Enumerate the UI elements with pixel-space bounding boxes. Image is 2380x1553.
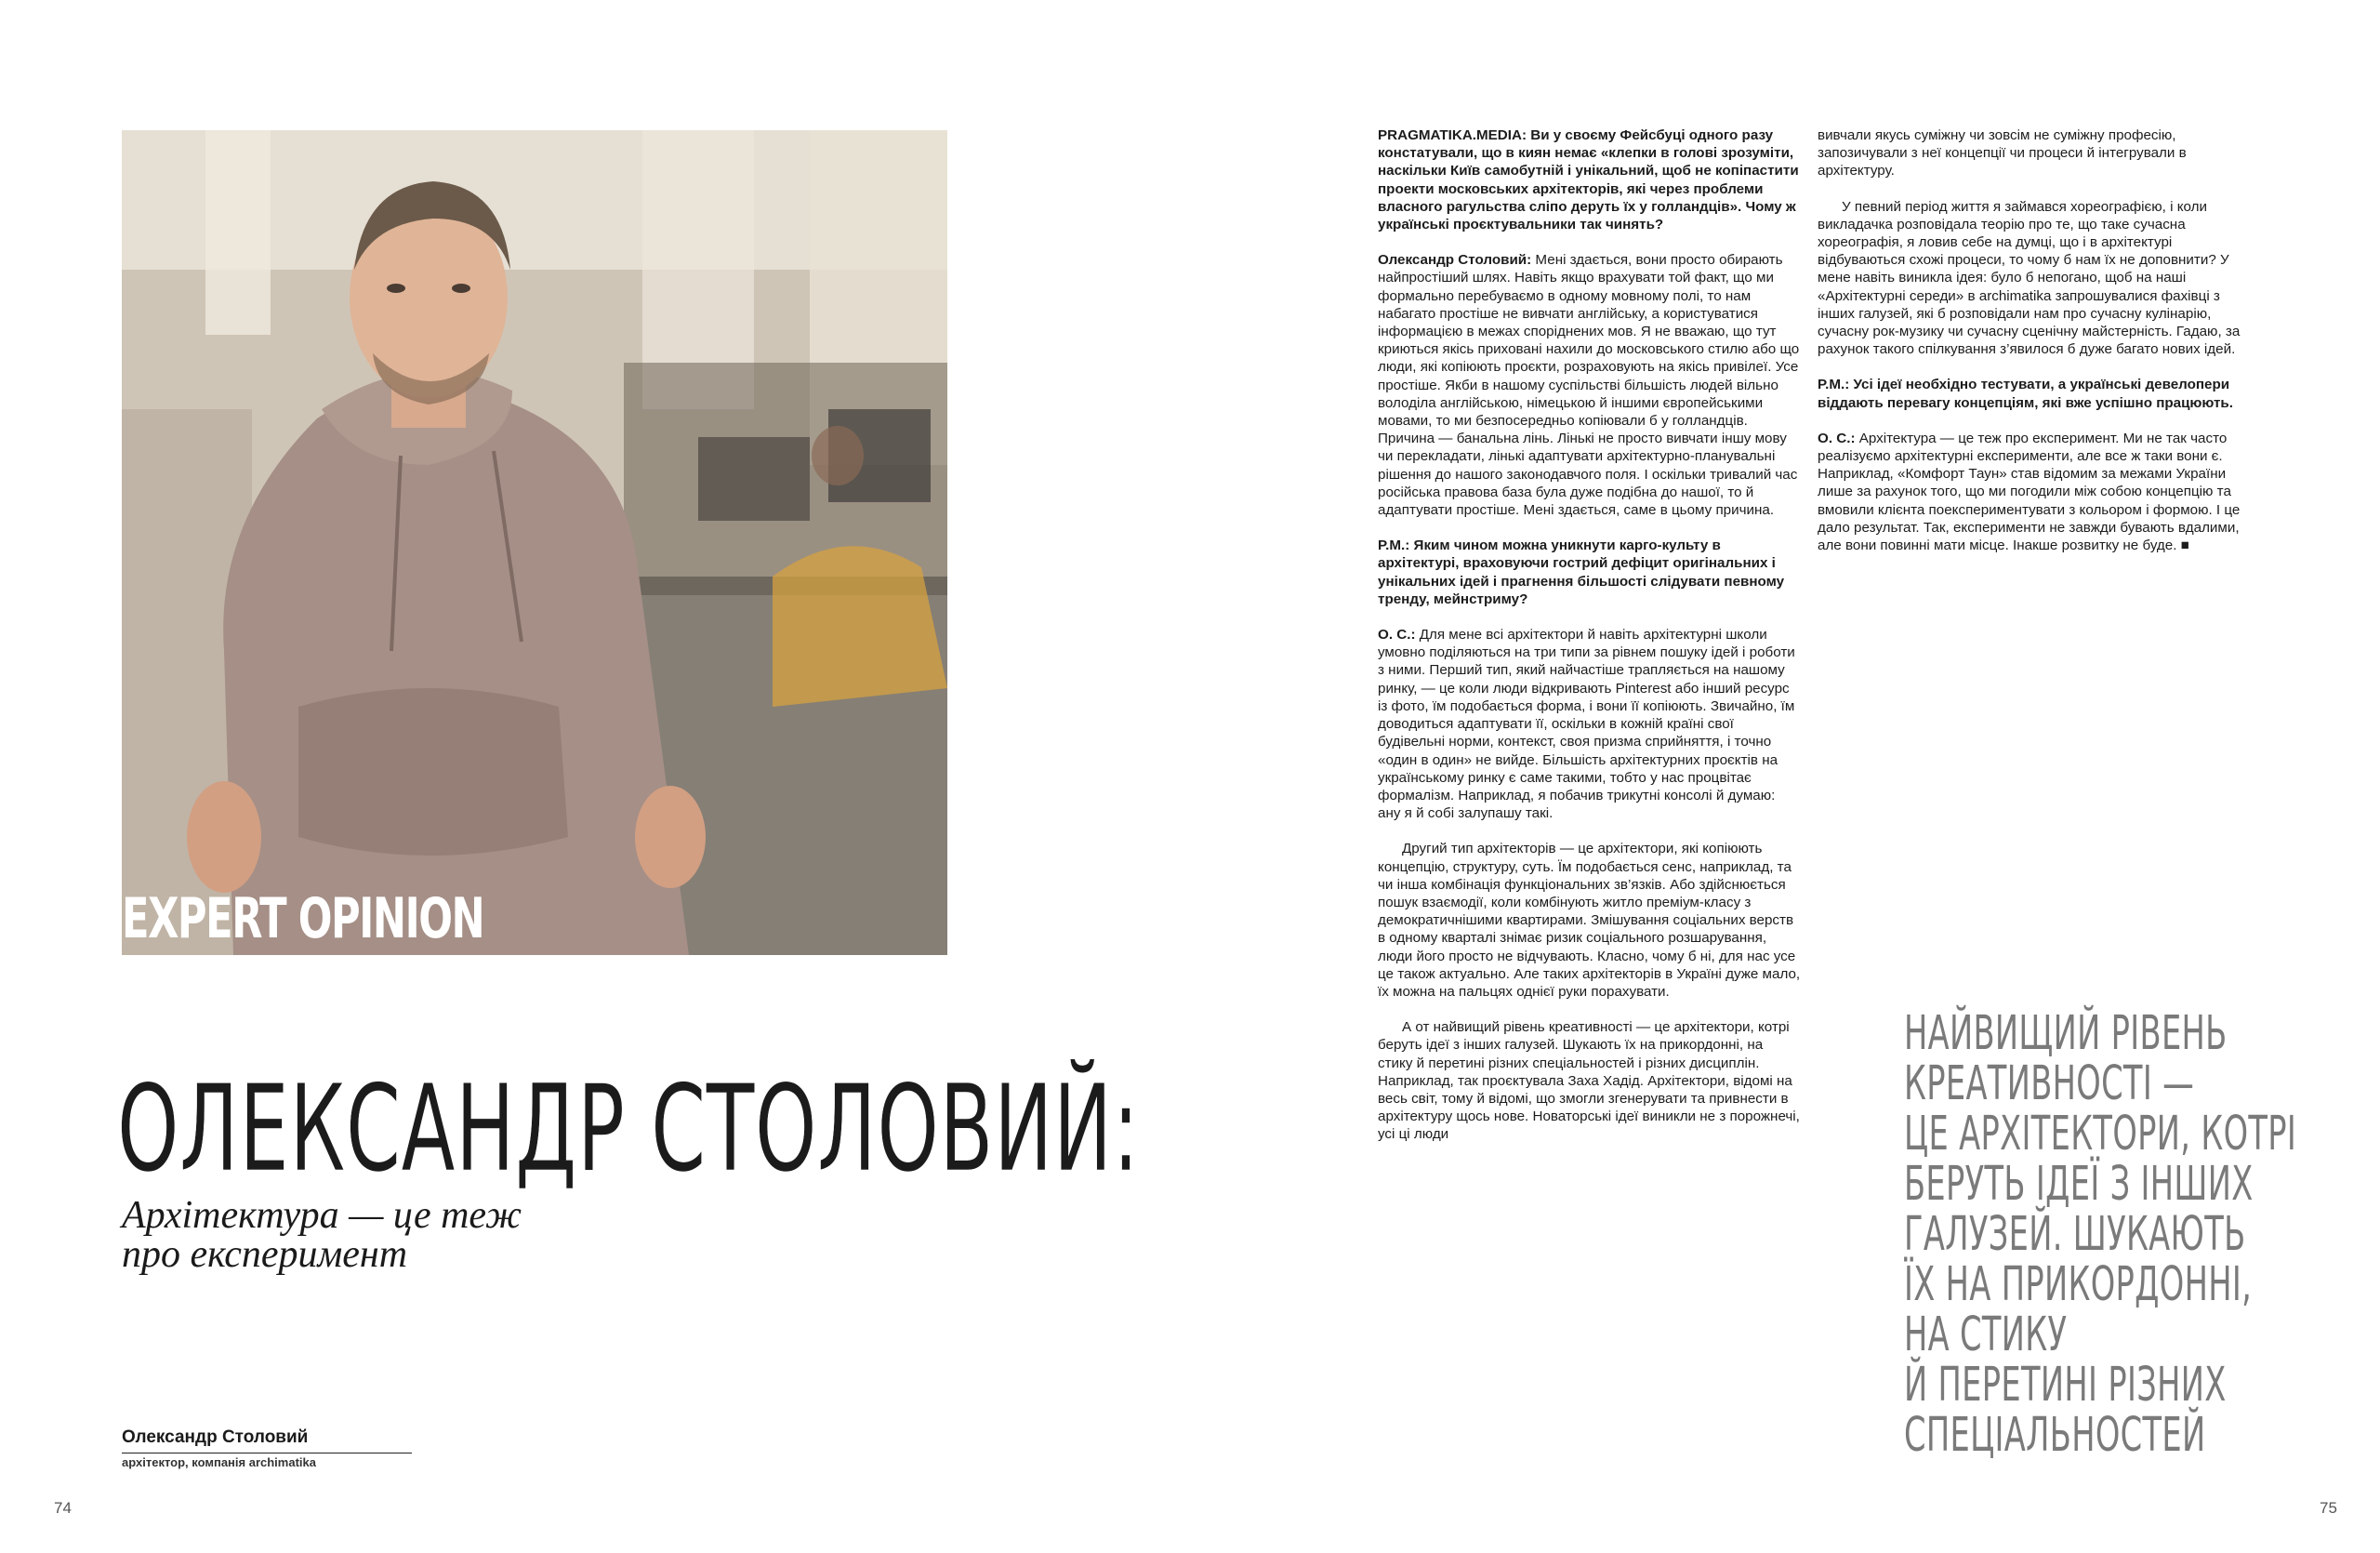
body-paragraph: вивчали якусь суміжну чи зовсім не суміжну професію, запозичували з неї концепції чи процеси й інтегрували в архітектуру. <box>1818 127 2187 179</box>
body-paragraph: А от найвищий рівень креативності — це архітектори, котрі беруть ідеї з інших галузей. Шукають їх на прикордонні, на стику й перетині різних спеціальностей і різних дисциплін. Наприклад, так проєктувала Заха Хадід. Архітектори, відомі на весь світ, тому й відомі, що змогли згенерувати та привнести в архітектуру щось нове. Новаторські ідеї виникли не з порожнечі, усі ці люди <box>1378 1019 1800 1143</box>
author-role: архітектор, компанія archimatika <box>122 1455 316 1469</box>
page-number-right: 75 <box>2320 1499 2337 1517</box>
body-paragraph: Другий тип архітекторів — це архітектори, які копіюють концепцію, структуру, суть. Їм подобається сенс, наприклад, та чи інша комбінація функціональних зв’язків. Або здійснюється пошук взаємодії, коли комбінують житло преміум-класу з демократичнішими квартирами. Змішування соціальних верств в одному кварталі знімає ризик соціального розшарування, люди його просто не відчувають. Класно, чому б ні, для нас усе це також актуально. Але таких архітекторів в Україні дуже мало, їх можна на пальцях однієї руки порахувати. <box>1378 841 1801 1000</box>
interview-question: P.M.: Усі ідеї необхідно тестувати, а українські девелопери віддають перевагу концепціям, які вже успішно працюють. <box>1818 377 2233 411</box>
pull-quote: НАЙВИЩИЙ РІВЕНЬ КРЕАТИВНОСТІ — ЦЕ АРХІТЕКТОРИ, КОТРІ БЕРУТЬ ІДЕЇ З ІНШИХ ГАЛУЗЕЙ. ШУКАЮТЬ ЇХ НА ПРИКОРДОННІ, НА СТИКУ Й ПЕРЕТИНІ РІЗНИХ СПЕЦІАЛЬНОСТЕЙ <box>1904 1006 2297 1463</box>
article-column-2 <box>1818 126 2243 572</box>
article-subtitle: Архітектура — це теж про експеримент <box>122 1194 522 1276</box>
author-name: Олександр Столовий <box>122 1427 412 1453</box>
portrait-illustration <box>122 130 947 955</box>
interview-question: P.M.: Яким чином можна уникнути карго-культу в архітектурі, враховуючи гострий дефіцит оригінальних і унікальних ідей і прагнення більшості слідувати певному тренду, мейнстриму? <box>1378 538 1785 607</box>
answer-text: Архітектура — це теж про експеримент. Ми не так часто реалізуємо архітектурні експерименти, але все ж таки вони є. Наприклад, «Комфорт Таун» став відомим за межами України лише за рахунок того, що ми погодили між собою концепцію та вмовили клієнта поекспериментувати з кольором і формою. І це дало результат. Так, експерименти не завжди бувають вдалими, але вони повинні мати місце. Інакше розвитку не буде. <box>1818 430 2241 554</box>
speaker-label: Олександр Столовий: <box>1378 252 1532 269</box>
end-mark: ■ <box>2176 538 2189 554</box>
rubric-label: EXPERT OPINION <box>122 886 484 951</box>
interview-question: PRAGMATIKA.MEDIA: Ви у своєму Фейсбуці одного разу констатували, що в киян немає «клепки в голові зрозуміти, наскільки Київ самобутній і унікальний, щоб не копіпастити проекти московських архітекторів, які через проблеми власного рагульства сліпо деруть їх у голландців». Чому ж українські проєктувальники так чинять? <box>1378 127 1799 233</box>
speaker-label: О. С.: <box>1378 627 1416 644</box>
article-column-1 <box>1378 126 1801 1161</box>
answer-text: Мені здається, вони просто обирають найпростіший шлях. Навіть якщо врахувати той факт, що ми формально перебуваємо в одному мовному полі, то нам набагато простіше не вивчати англійську, а користуватися інформацією в межах споріднених мов. Я не вважаю, що тут криються якісь приховані нахили до московського стилю або що люди, які копіюють проєкти, розраховують на якісь привілеї. Усе простіше. Якби в нашому суспільстві більшість людей вільно володіла англійською, німецькою й іншими європейськими мовами, то ми безпосередньо копіювали б у голландців. Причина — банальна лінь. Лінькі не просто вивчати іншу мову чи перекладати, лінькі адаптувати архітектурно-планувальні рішення до нашого законодавчого поля. І оскільки тривалий час російська правова база була дуже подібна до нашої, то й адаптувати простіше. Мені здається, саме в цьому причина. <box>1378 252 1800 519</box>
interview-answer <box>1378 251 1801 519</box>
interview-answer <box>1378 626 1801 822</box>
speaker-label: О. С.: <box>1818 430 1856 446</box>
interview-answer <box>1818 430 2243 554</box>
page-number-left: 74 <box>54 1499 72 1517</box>
portrait-photo <box>122 130 947 955</box>
answer-text: Для мене всі архітектори й навіть архітектурні школи умовно поділяються на три типи за рівнем пошуку ідей і роботи з ними. Перший тип, який найчастіше трапляється на нашому ринку, — це коли люди відкривають Pinterest або інший ресурс із фото, їм подобається форма, і вони її копіюють. Звичайно, їм доводиться адаптувати її, оскільки в кожній країні свої будівельні норми, контекст, своя призма сприйняття, і точно «один в один» не вийде. Більшість архітектурних проєктів на українському ринку є саме такими, тобто у нас процвітає формалізм. Наприклад, я побачив трикутні консолі й думаю: ану я й собі залупашу такі. <box>1378 627 1795 822</box>
body-paragraph: У певний період життя я займався хореографією, і коли викладачка розповідала теорію про те, що таке сучасна хореографія, я ловив себе на думці, що і в архітектурі відбуваються схожі процеси, то чому б нам їх не доповнити? У мене навіть виникла ідея: було б непогано, щоб на наші «Архітектурні середи» в archimatika запрошувалися фахівці з інших галузей, які б розповідали нам про сучасну кулінарію, сучасну рок-музику чи сучасну сценічну майстерність. Гадаю, за рахунок такого спілкування з’явилося б дуже багато нових ідей. <box>1818 198 2241 358</box>
article-title: ОЛЕКСАНДР СТОЛОВИЙ: <box>117 1060 1140 1199</box>
